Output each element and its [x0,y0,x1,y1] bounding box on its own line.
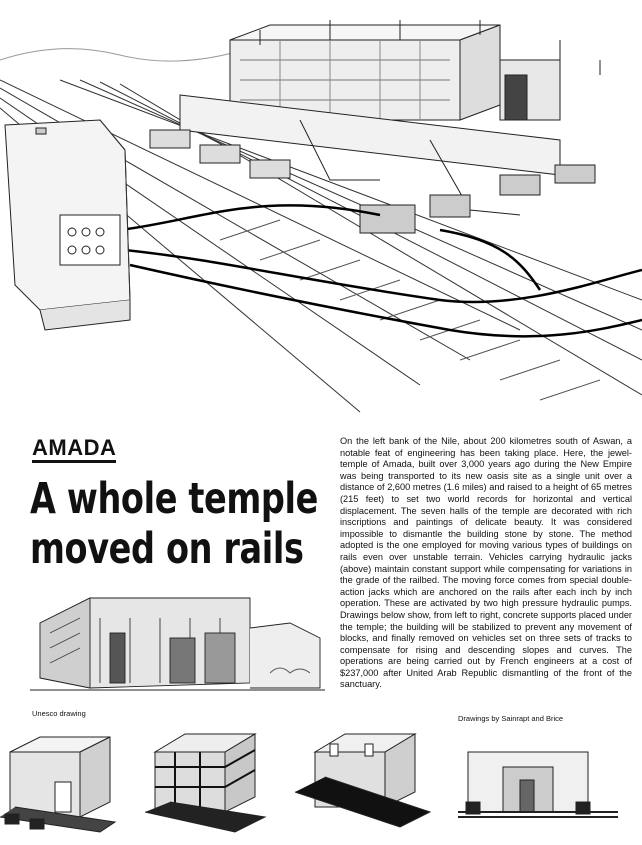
rail-sleepers [220,220,600,400]
temple-sketch [20,578,330,700]
caption-unesco: Unesco drawing [32,709,86,718]
section-tag: AMADA [32,436,116,463]
temple-on-rails [150,20,600,233]
caption-artists: Drawings by Sainrapt and Brice [458,714,564,723]
stage-drawing-stabilized [140,722,280,840]
article-body: On the left bank of the Nile, about 200 kilometres south of Aswan, a notable feat of engineering has been taking place. Here, the jewel-temple of Amada, built over 3,000 years ago during the New Empire was being transported to its new oasis site as a single unit over a distance of 2,600 metres (1.6 miles) and raised to a height of 65 metres (215 feet) to set two world records for horizontal and vertical displacement. The seven halls of the temple are decorated with rich inscriptions and paintings of delicate beauty. It was considered impossible to dismantle the building stone by stone. The method adopted is the one employed for moving various types of buildings on rails even over unstable terrain. Vehicles carrying hydraulic jacks (above) maintain constant support while compensating for variations in the grade of the railbed. The moving force comes from special double-action jacks which are anchored on the rails after each inch by inch operation. These are activated by two high pressure hydraulic pumps. Drawings below show, from left to right, concrete supports placed under the temple; the building will be stabilized to prevent any movement of blocks, and finally removed on vehicles set on three sets of tracks to compensate for rising and descending slopes and curves. The operations are being carried out by French engineers at a cost of $237,000 after United Arab Republic dismantling of the front of the sanctuary. [340,436,632,690]
hydraulic-pump-unit [5,120,130,330]
headline [30,474,318,574]
headline-line-1: A whole temple [30,474,318,524]
stage-drawing-cross-section [448,722,628,840]
hero-illustration [0,0,642,420]
stage-drawing-removal [290,722,440,840]
headline-line-2: moved on rails [30,524,304,574]
stage-drawing-concrete-supports [0,722,135,840]
